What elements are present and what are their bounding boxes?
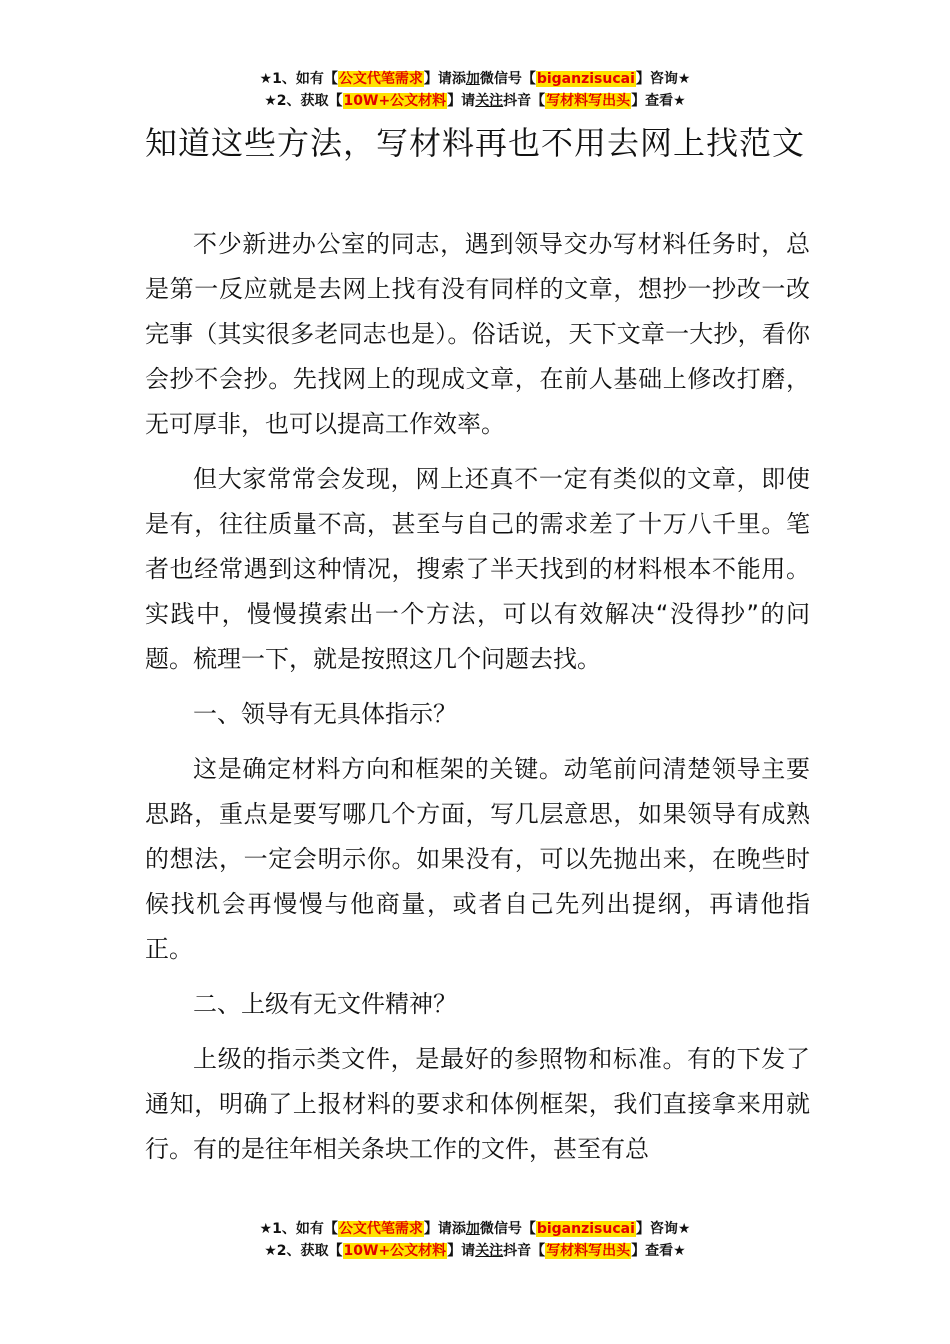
banner-line-2 xyxy=(0,90,950,112)
highlight-douyin: 写材料写出头 xyxy=(546,93,631,109)
section-heading-1: 一、领导有无具体指示？ xyxy=(193,700,457,728)
paragraph-problem: 但大家常常会发现，网上还真不一定有类似的文章，即使是有，往往质量不高，甚至与自己的需求差了十万八千里。笔者也经常遇到这种情况，搜索了半天找到的材料根本不能用。实践中，慢慢摸索出一个方法，可以有效解决“没得抄”的问题。梳理一下，就是按照这几个问题去找。 xyxy=(145,465,810,673)
banner-line-2 xyxy=(0,1240,950,1262)
banner-text: 】查看★ xyxy=(631,93,686,109)
highlight-materials: 10W+公文材料 xyxy=(343,93,447,109)
banner-underlined-text: 加 xyxy=(465,71,480,87)
banner-text: 】请添 xyxy=(423,1221,466,1237)
banner-text: 微信号【 xyxy=(479,71,536,87)
highlight-douyin: 写材料写出头 xyxy=(546,1243,631,1259)
banner-text: 】请添 xyxy=(423,71,466,87)
bottom-banner xyxy=(0,1218,950,1262)
banner-text: 】咨询★ xyxy=(635,71,691,87)
banner-line-1 xyxy=(0,68,950,90)
banner-text: 微信号【 xyxy=(479,1221,536,1237)
banner-underlined-text: 关注 xyxy=(475,93,504,109)
banner-text: ★1、如有【 xyxy=(259,71,338,87)
banner-underlined-text: 加 xyxy=(465,1221,480,1237)
banner-line-1 xyxy=(0,1218,950,1240)
highlight-materials: 10W+公文材料 xyxy=(343,1243,447,1259)
top-banner xyxy=(0,68,950,112)
highlight-service: 公文代笔需求 xyxy=(338,1221,423,1237)
highlight-wechat-id: biganzisucai xyxy=(536,1221,635,1237)
banner-text: 】查看★ xyxy=(631,1243,686,1259)
section-heading-2: 二、上级有无文件精神？ xyxy=(193,990,457,1018)
banner-underlined-text: 关注 xyxy=(475,1243,504,1259)
document-body xyxy=(145,222,810,1182)
highlight-service: 公文代笔需求 xyxy=(338,71,423,87)
banner-text: 】请 xyxy=(447,93,476,109)
paragraph-intro: 不少新进办公室的同志，遇到领导交办写材料任务时，总是第一反应就是去网上找有没有同样的文章，想抄一抄改一改完事（其实很多老同志也是）。俗话说，天下文章一大抄，看你会抄不会抄。先找网上的现成文章，在前人基础上修改打磨，无可厚非，也可以提高工作效率。 xyxy=(145,230,810,438)
banner-text: ★1、如有【 xyxy=(259,1221,338,1237)
highlight-wechat-id: biganzisucai xyxy=(536,71,635,87)
document-title: 知道这些方法，写材料再也不用去网上找范文 xyxy=(145,124,806,162)
paragraph-section-1: 这是确定材料方向和框架的关键。动笔前问清楚领导主要思路，重点是要写哪几个方面，写几层意思，如果领导有成熟的想法，一定会明示你。如果没有，可以先抛出来，在晚些时候找机会再慢慢与他商量，或者自己先列出提纲，再请他指正。 xyxy=(145,755,810,963)
banner-text: 抖音【 xyxy=(503,1243,546,1259)
paragraph-section-2: 上级的指示类文件，是最好的参照物和标准。有的下发了通知，明确了上报材料的要求和体例框架，我们直接拿来用就行。有的是往年相关条块工作的文件，甚至有总 xyxy=(145,1045,810,1163)
banner-text: 】请 xyxy=(447,1243,476,1259)
banner-text: 抖音【 xyxy=(503,93,546,109)
banner-text: ★2、获取【 xyxy=(264,1243,343,1259)
banner-text: 】咨询★ xyxy=(635,1221,691,1237)
banner-text: ★2、获取【 xyxy=(264,93,343,109)
